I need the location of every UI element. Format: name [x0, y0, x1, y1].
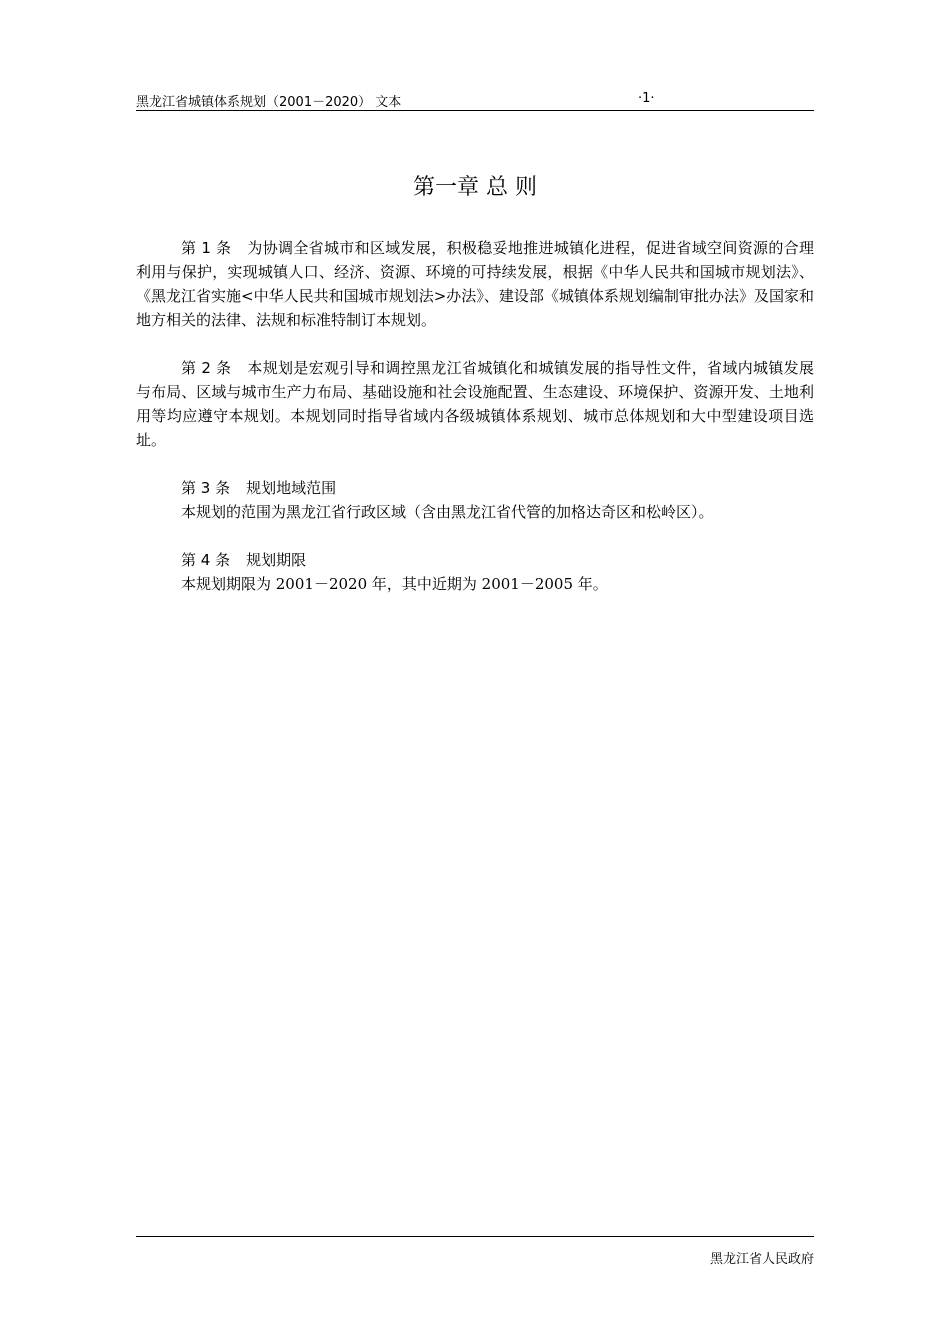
article-number: 第 1 条 — [181, 239, 232, 257]
document-title: 黑龙江省城镇体系规划（2001－2020） 文本 — [136, 95, 402, 110]
article-4 — [136, 548, 814, 572]
article-1 — [136, 236, 814, 332]
article-3 — [136, 476, 814, 500]
article-2 — [136, 356, 814, 452]
chapter-title: 第一章 总 则 — [413, 175, 537, 200]
page-footer — [136, 1236, 814, 1267]
article-heading: 规划地域范围 — [246, 479, 337, 497]
article-text: 本规划是宏观引导和调控黑龙江省城镇化和城镇发展的指导性文件，省域内城镇发展与布局、区域与城市生产力布局、基础设施和社会设施配置、生态建设、环境保护、资源开发、土地利用等均应遵守本规划。本规划同时指导省域内各级城镇体系规划、城市总体规划和大中型建设项目选址。 — [136, 359, 814, 449]
article-number: 第 2 条 — [181, 359, 232, 377]
article-heading: 规划期限 — [246, 551, 307, 569]
document-body — [136, 236, 814, 596]
page-header — [136, 88, 814, 111]
article-3-body: 本规划的范围为黑龙江省行政区域（含由黑龙江省代管的加格达奇区和松岭区）。 — [181, 503, 714, 521]
page-number: ·1· — [638, 91, 655, 106]
article-text: 为协调全省城市和区域发展，积极稳妥地推进城镇化进程，促进省域空间资源的合理利用与保护，实现城镇人口、经济、资源、环境的可持续发展，根据《中华人民共和国城市规划法》、《黑龙江省实施<中华人民共和国城市规划法>办法》、建设部《城镇体系规划编制审批办法》及国家和地方相关的法律、法规和标准特制订本规划。 — [136, 239, 814, 329]
article-number: 第 4 条 — [181, 551, 231, 569]
article-4-body: 本规划期限为 2001－2020 年，其中近期为 2001－2005 年。 — [181, 575, 608, 593]
issuer-name: 黑龙江省人民政府 — [709, 1252, 814, 1267]
article-number: 第 3 条 — [181, 479, 231, 497]
